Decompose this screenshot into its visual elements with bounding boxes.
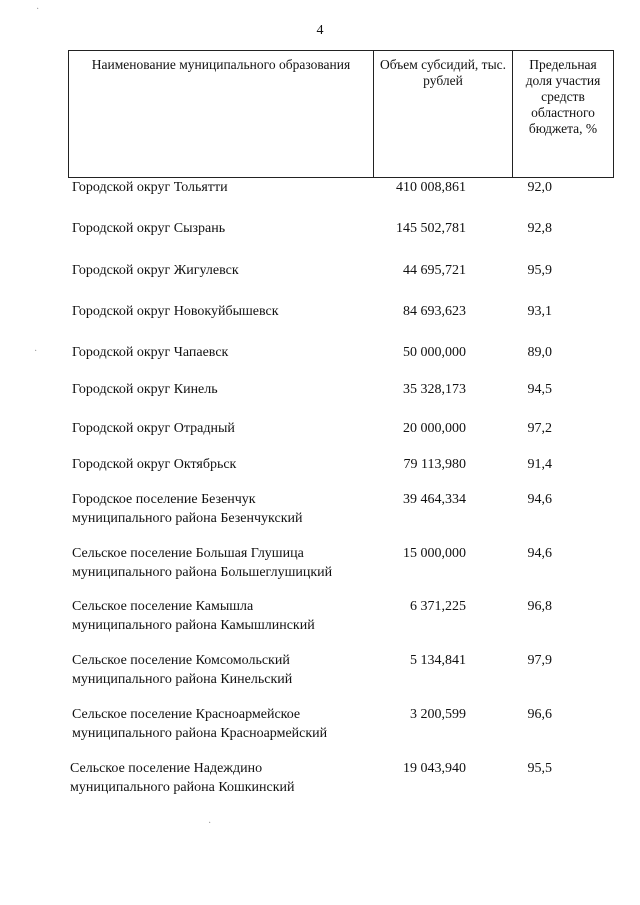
row-amount: 44 695,721 [403, 263, 466, 278]
row-amount: 19 043,940 [403, 761, 466, 776]
row-amount: 39 464,334 [403, 492, 466, 507]
row-share: 97,2 [527, 421, 552, 436]
row-share: 96,6 [527, 707, 552, 722]
row-amount: 5 134,841 [410, 653, 466, 668]
row-name [72, 261, 372, 280]
row-name-line2: муниципального района Большеглушицкий [72, 565, 333, 580]
row-share: 93,1 [527, 304, 552, 319]
scan-speck: · [34, 346, 38, 357]
header-row [69, 51, 614, 178]
row-amount: 35 328,173 [403, 382, 466, 397]
row-name-line1: Городской округ Чапаевск [72, 345, 229, 360]
header-share: Предельная доля участия средств областного бюджета, % [513, 51, 614, 178]
row-name [70, 759, 370, 797]
row-name-line1: Городской округ Отрадный [72, 421, 235, 436]
row-amount: 410 008,861 [396, 180, 466, 195]
header-amount: Объем субсидий, тыс. рублей [374, 51, 513, 178]
row-share: 95,5 [527, 761, 552, 776]
row-name-line1: Сельское поселение Красноармейское [72, 707, 301, 722]
row-name-line1: Городской округ Новокуйбышевск [72, 304, 279, 319]
scan-speck: · [208, 818, 212, 829]
row-amount: 84 693,623 [403, 304, 466, 319]
row-name [72, 178, 372, 197]
row-name [72, 419, 372, 438]
row-amount: 20 000,000 [403, 421, 466, 436]
row-name-line1: Городской округ Жигулевск [72, 263, 239, 278]
row-name-line1: Городской округ Сызрань [72, 221, 226, 236]
row-name [72, 455, 372, 474]
row-name-line1: Городской округ Кинель [72, 382, 218, 397]
row-name-line1: Городской округ Октябрьск [72, 457, 237, 472]
row-name [72, 651, 372, 689]
table-header [68, 50, 614, 178]
row-name [72, 380, 372, 399]
row-name [72, 219, 372, 238]
row-share: 96,8 [527, 599, 552, 614]
row-name-line1: Сельское поселение Большая Глушица [72, 546, 304, 561]
row-name-line1: Сельское поселение Надеждино [70, 761, 263, 776]
row-name [72, 343, 372, 362]
row-amount: 145 502,781 [396, 221, 466, 236]
row-amount: 6 371,225 [410, 599, 466, 614]
row-name-line1: Городское поселение Безенчук [72, 492, 256, 507]
row-share: 91,4 [527, 457, 552, 472]
row-name-line2: муниципального района Безенчукский [72, 511, 303, 526]
row-share: 94,6 [527, 492, 552, 507]
row-name-line1: Сельское поселение Комсомольский [72, 653, 290, 668]
row-amount: 79 113,980 [403, 457, 466, 472]
row-name-line2: муниципального района Красноармейский [72, 726, 328, 741]
row-name [72, 597, 372, 635]
row-name [72, 490, 372, 528]
scan-speck: · [36, 4, 40, 15]
row-name-line1: Сельское поселение Камышла [72, 599, 254, 614]
row-name [72, 544, 372, 582]
row-share: 97,9 [527, 653, 552, 668]
header-name: Наименование муниципального образования [69, 51, 374, 178]
row-share: 89,0 [527, 345, 552, 360]
page-number: 4 [316, 23, 324, 38]
row-name [72, 705, 372, 743]
row-share: 94,6 [527, 546, 552, 561]
row-share: 92,8 [527, 221, 552, 236]
row-share: 94,5 [527, 382, 552, 397]
row-name-line2: муниципального района Кошкинский [70, 780, 295, 795]
row-amount: 50 000,000 [403, 345, 466, 360]
row-share: 95,9 [527, 263, 552, 278]
row-name-line2: муниципального района Кинельский [72, 672, 293, 687]
row-name [72, 302, 372, 321]
row-amount: 15 000,000 [403, 546, 466, 561]
row-share: 92,0 [527, 180, 552, 195]
row-name-line2: муниципального района Камышлинский [72, 618, 315, 633]
row-amount: 3 200,599 [410, 707, 466, 722]
row-name-line1: Городской округ Тольятти [72, 180, 228, 195]
